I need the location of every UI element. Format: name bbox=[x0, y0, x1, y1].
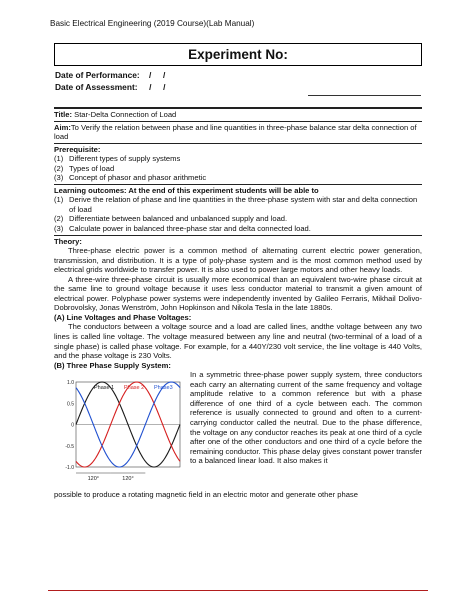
prerequisite-section bbox=[54, 144, 422, 184]
theory-section bbox=[54, 236, 422, 501]
phase-shift-label: 120° bbox=[122, 476, 134, 483]
list-item: (1) Derive the relation of phase and line quantities in the three-phase system with star and delta connection of load bbox=[54, 195, 418, 214]
list-item: (2) Differentiate between balanced and unbalanced supply and load. bbox=[54, 214, 288, 224]
legend-label-2: Phase 2 bbox=[124, 385, 145, 392]
list-item: (3) Concept of phasor and phasor arithmetic bbox=[54, 173, 207, 183]
three-phase-block bbox=[54, 370, 422, 490]
experiment-title: Experiment No: bbox=[54, 43, 422, 66]
y-tick-label: -0.5 bbox=[65, 443, 74, 450]
signature-line bbox=[308, 95, 421, 96]
y-tick-label: -1.0 bbox=[65, 465, 74, 472]
list-item: (3) Calculate power in balanced three-phase star and delta connected load. bbox=[54, 224, 311, 234]
title-label: Title: bbox=[54, 110, 73, 119]
aim-section bbox=[54, 122, 422, 143]
prerequisite-heading: Prerequisite: bbox=[54, 144, 101, 154]
phase-shift-label: 120° bbox=[87, 476, 100, 483]
learning-outcomes-section bbox=[54, 185, 422, 235]
list-item: (1) Different types of supply systems bbox=[54, 154, 181, 164]
subsection-a-heading: (A) Line Voltages and Phase Voltages: bbox=[54, 312, 192, 322]
title-text: Star-Delta Connection of Load bbox=[72, 110, 177, 119]
date-of-assessment: Date of Assessment: / / bbox=[55, 81, 166, 92]
aim-label: Aim: bbox=[54, 122, 71, 132]
document-body bbox=[54, 107, 422, 501]
subsection-b-last-line: possible to produce a rotating magnetic field in an electric motor and generate other phase bbox=[54, 490, 358, 500]
title-section bbox=[54, 109, 422, 121]
list-item: (2) Types of load bbox=[54, 163, 115, 173]
dates-block bbox=[55, 70, 165, 93]
learning-outcomes-heading: Learning outcomes: At the end of this experiment students will be able to bbox=[54, 185, 319, 195]
subsection-a-text: The conductors between a voltage source and a load are called lines, andthe voltage between any two lines is called line voltage. The voltage measured between any line and neutral (two-terminal of a load of a single phase) is called phase voltage. For example, for a 440Y/230 volt service, the line voltage is 440 Volts, and the phase voltage is 230 Volts. bbox=[54, 322, 422, 361]
legend-label-1: Phase 1 bbox=[94, 385, 115, 392]
y-tick-label: 0.5 bbox=[67, 401, 74, 408]
aim-text: To Verify the relation between phase and line quantities in three-phase balance star delta connection of load bbox=[54, 122, 417, 142]
date-of-performance: Date of Performance: / / bbox=[55, 70, 166, 80]
y-tick-label: 0 bbox=[71, 422, 74, 429]
subsection-b-heading: (B) Three Phase Supply System: bbox=[54, 360, 171, 370]
y-tick-label: 1.0 bbox=[67, 380, 74, 387]
footer-rule bbox=[48, 590, 428, 591]
three-phase-waveform-chart bbox=[54, 372, 184, 487]
theory-paragraph-1: Three-phase electric power is a common method of alternating current electric power generation, transmission, and distribution. It is a type of poly-phase system and is the most common method used by electrical grids worldwide to transfer power. It is also used to power large motors and other heavy loads. bbox=[54, 246, 422, 275]
theory-heading: Theory: bbox=[54, 236, 82, 246]
theory-paragraph-2: A three-wire three-phase circuit is usually more economical than an equivalent two-wire phase circuit at the same line to ground voltage because it uses less conductor material to transmit a given amount of electrical power. Polyphase power systems were independently invented by Galileo Ferraris, Mikhail Dolivo-Dobrovolsky, Jonas Wenström, John Hopkinson and Nikola Tesla in the late 1880s. bbox=[54, 274, 422, 313]
legend-label-3: Phase3 bbox=[154, 385, 173, 392]
running-header: Basic Electrical Engineering (2019 Course)(Lab Manual) bbox=[50, 19, 255, 28]
subsection-b-text: In a symmetric three-phase power supply system, three conductors each carry an alternating current of the same frequency and voltage amplitude relative to a common reference but with a phase difference of one third of a cycle between each. The common reference is usually connected to ground and often to a current-carrying conductor called the neutral. Due to the phase difference, the voltage on any conductor reaches its peak at one third of a cycle after one of the other conductors and one third of a cycle before the remaining conductor. This phase delay gives constant power transfer to a balanced linear load. It also makes it bbox=[190, 370, 422, 466]
